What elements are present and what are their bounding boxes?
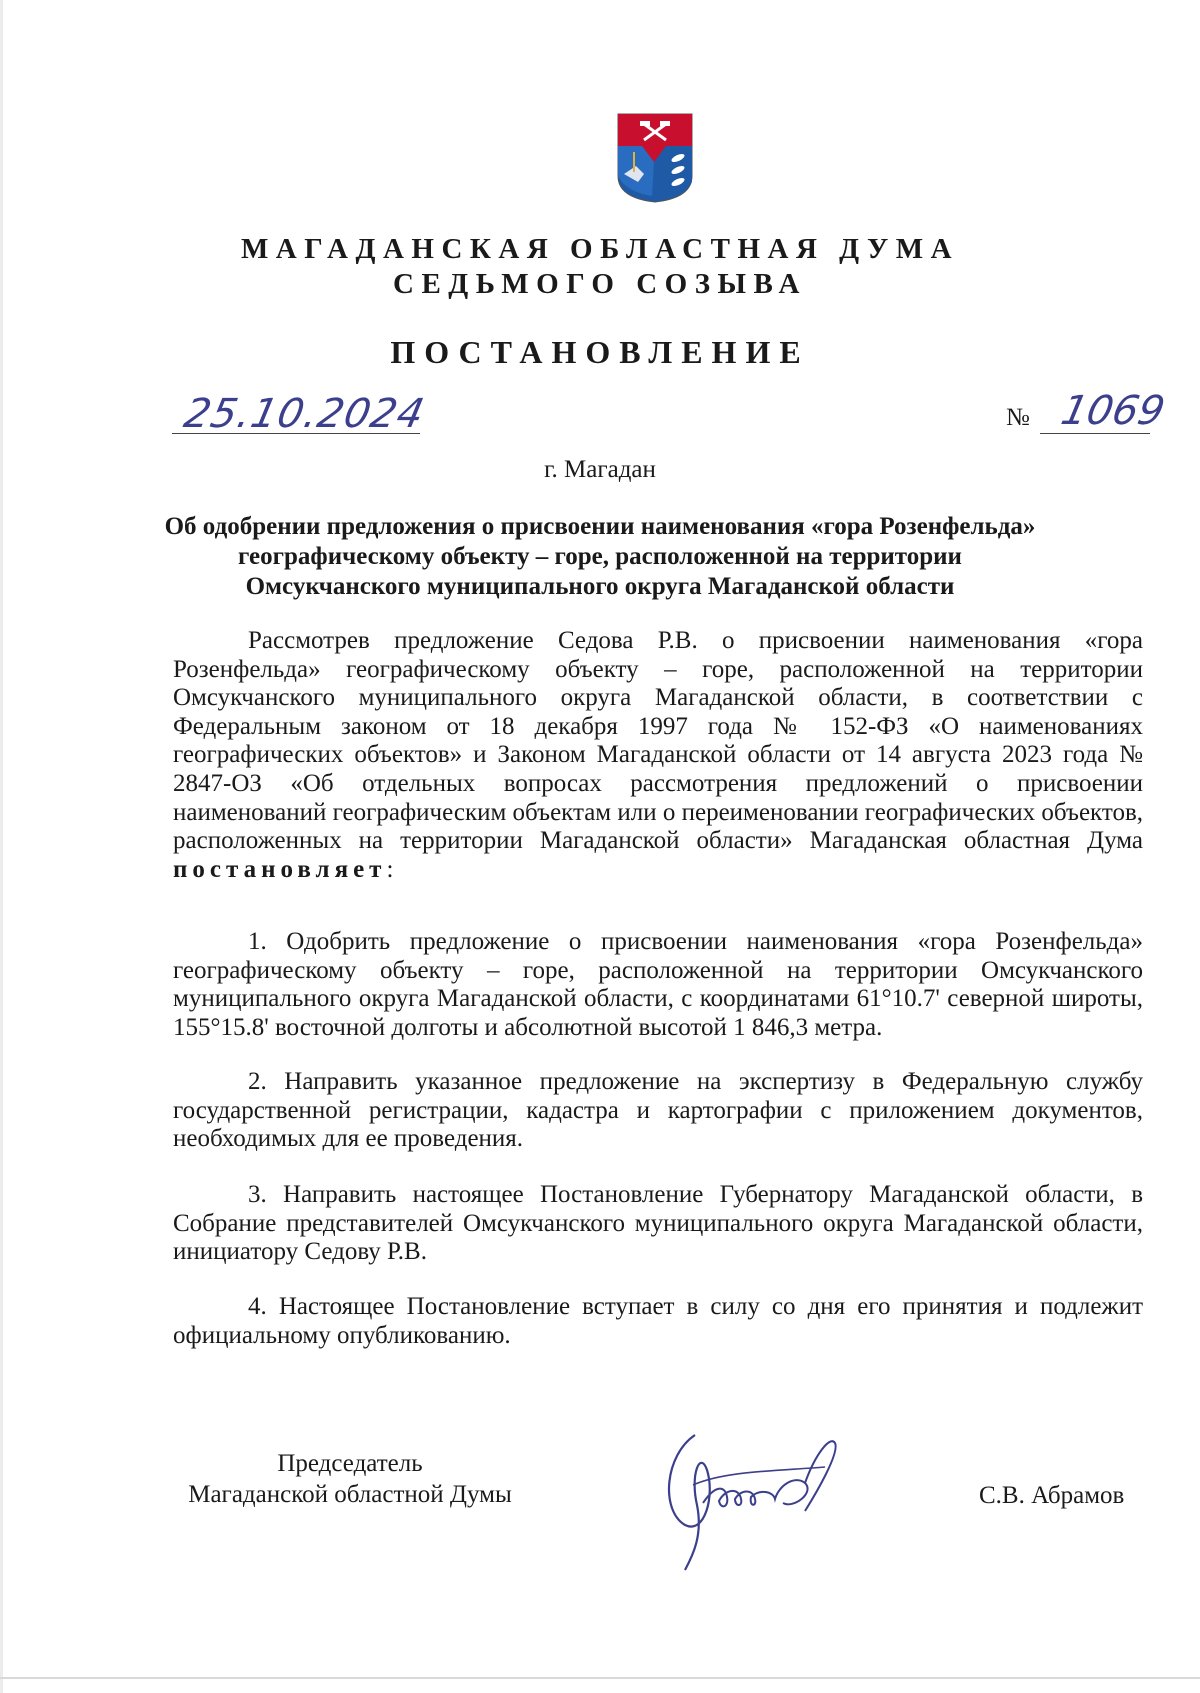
coat-of-arms-icon	[616, 112, 694, 204]
subject-line: географическому объекту – горе, расположенной на территории	[238, 543, 962, 570]
number-underline	[1040, 433, 1150, 434]
handwritten-number: 1069	[1057, 388, 1169, 434]
signatory-title-line: Магаданской областной Думы	[188, 1481, 512, 1508]
resolution-item	[173, 1068, 1143, 1154]
organization-name: МАГАДАНСКАЯ ОБЛАСТНАЯ ДУМА	[240, 233, 960, 265]
document-type: ПОСТАНОВЛЕНИЕ	[390, 334, 810, 370]
signatory-title-line: Председатель	[277, 1450, 423, 1477]
number-label: №	[1006, 404, 1030, 431]
resolution-item	[173, 1181, 1143, 1267]
subject-line: Об одобрении предложения о присвоении наименования «гора Розенфельда»	[164, 513, 1036, 540]
handwritten-signature	[655, 1415, 865, 1575]
signatory-title	[175, 1448, 525, 1510]
resolution-item	[173, 928, 1143, 1042]
resolution-item-text: 1. Одобрить предложение о присвоении наименования «гора Розенфельда» географическому объекту – горе, расположенной на территории Омсукчанского муниципального округа Магаданской области, с координатами 61°10.7' северной широты, 155°15.8' восточной долготы и абсолютной высотой 1 846,3 метра.	[173, 928, 1143, 1041]
resolution-item-text: 2. Направить указанное предложение на экспертизу в Федеральную службу государственной регистрации, кадастра и картографии с приложением документов, необходимых для ее проведения.	[173, 1068, 1143, 1153]
handwritten-date: 25.10.2024	[180, 391, 429, 437]
resolution-item-text: 3. Направить настоящее Постановление Губернатору Магаданской области, в Собрание представителей Омсукчанского муниципального округа Магаданской области, инициатору Седову Р.В.	[173, 1181, 1143, 1266]
resolution-item-text: 4. Настоящее Постановление вступает в силу со дня его принятия и подлежит официальному опубликованию.	[173, 1293, 1143, 1349]
preamble	[173, 627, 1143, 884]
preamble-text: Рассмотрев предложение Седова Р.В. о присвоении наименования «гора Розенфельда» географическому объекту – горе, расположенной на территории Омсукчанского муниципального округа Магаданской области, в соответствии с Федеральным законом от 18 декабря 1997 года № 152-ФЗ «О наименованиях географических объектов» и Законом Магаданской области от 14 августа 2023 года № 2847-ОЗ «Об отдельных вопросах рассмотрения предложений о присвоении наименований географическим объектам или о переименовании географических объектов, расположенных на территории Магаданской области» Магаданская областная Дума	[173, 627, 1144, 855]
document-subject	[150, 512, 1050, 602]
scan-bottom-line	[0, 1677, 1200, 1679]
signatory-name: С.В. Абрамов	[979, 1482, 1125, 1509]
convocation: СЕДЬМОГО СОЗЫВА	[393, 268, 807, 300]
decree-word: постановляет	[173, 855, 387, 883]
resolution-item	[173, 1293, 1143, 1350]
date-underline	[172, 433, 420, 434]
preamble-end: :	[386, 855, 394, 883]
city: г. Магадан	[544, 456, 656, 483]
subject-line: Омсукчанского муниципального округа Магаданской области	[245, 573, 955, 600]
